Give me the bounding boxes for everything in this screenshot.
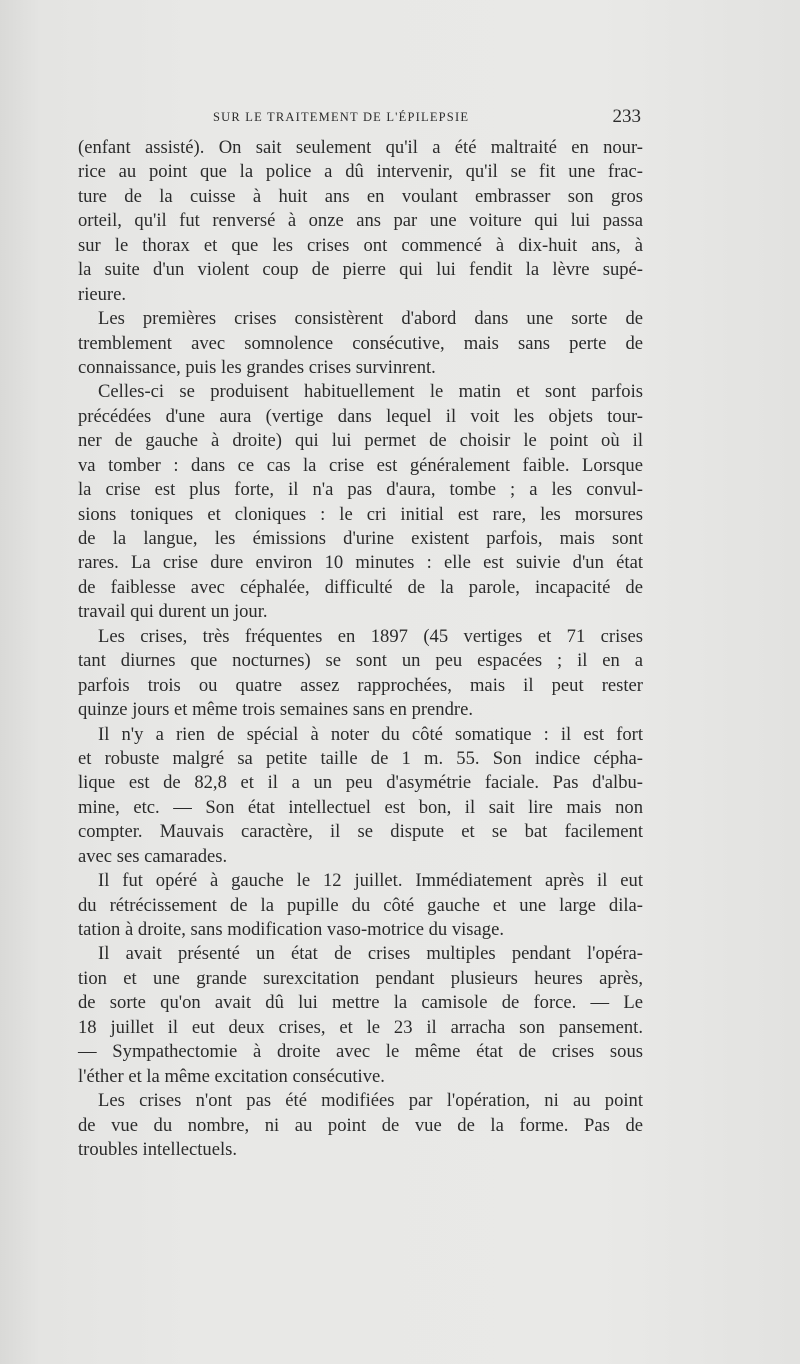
running-title: SUR LE TRAITEMENT DE L'ÉPILEPSIE <box>213 110 470 124</box>
text-line: du rétrécissement de la pupille du côté gauche et une large dila- <box>78 894 643 916</box>
text-line: va tomber : dans ce cas la crise est généralement faible. Lorsque <box>78 454 643 476</box>
text-line: Il fut opéré à gauche le 12 juillet. Immédiatement après il eut <box>98 870 643 892</box>
page-number: 233 <box>612 106 641 127</box>
paragraph <box>78 380 643 624</box>
text-line: la crise est plus forte, il n'a pas d'aura, tombe ; a les convul- <box>78 479 643 501</box>
text-line: avec ses camarades. <box>78 845 228 867</box>
text-line: de sorte qu'on avait dû lui mettre la camisole de force. — Le <box>78 992 643 1014</box>
text-line: et robuste malgré sa petite taille de 1 m. 55. Son indice cépha- <box>78 747 643 769</box>
body-text <box>78 136 643 1162</box>
text-line: Il avait présenté un état de crises multiples pendant l'opéra- <box>98 943 643 965</box>
text-line: mine, etc. — Son état intellectuel est bon, il sait lire mais non <box>78 796 643 818</box>
text-line: tant diurnes que nocturnes) se sont un peu espacées ; il en a <box>78 650 643 672</box>
text-line: travail qui durent un jour. <box>78 601 268 623</box>
text-line: connaissance, puis les grandes crises survinrent. <box>78 356 436 378</box>
paragraph <box>78 307 643 380</box>
text-line: — Sympathectomie à droite avec le même état de crises sous <box>78 1041 643 1063</box>
text-line: troubles intellectuels. <box>78 1138 238 1160</box>
paragraph <box>78 625 643 723</box>
text-line: sur le thorax et que les crises ont commencé à dix-huit ans, à <box>78 234 643 256</box>
paragraph <box>78 136 643 307</box>
text-line: la suite d'un violent coup de pierre qui lui fendit la lèvre supé- <box>78 259 643 281</box>
text-line: rares. La crise dure environ 10 minutes : elle est suivie d'un état <box>78 552 643 574</box>
text-line: de vue du nombre, ni au point de vue de la forme. Pas de <box>78 1114 643 1136</box>
text-line: tion et une grande surexcitation pendant plusieurs heures après, <box>78 967 643 989</box>
paragraph <box>78 869 643 942</box>
text-line: orteil, qu'il fut renversé à onze ans par une voiture qui lui passa <box>78 210 643 232</box>
text-line: de la langue, les émissions d'urine existent parfois, mais sont <box>78 528 643 549</box>
text-line: 18 juillet il eut deux crises, et le 23 il arracha son pansement. <box>78 1016 643 1038</box>
text-line: ture de la cuisse à huit ans en voulant embrasser son gros <box>78 185 643 207</box>
text-line: (enfant assisté). On sait seulement qu'il a été maltraité en nour- <box>78 137 643 158</box>
page-header <box>78 106 643 130</box>
text-line: précédées d'une aura (vertige dans lequel il voit les objets tour- <box>78 405 643 427</box>
text-line: Celles-ci se produisent habituellement le matin et sont parfois <box>98 381 643 403</box>
paragraph <box>78 942 643 1089</box>
text-line: ner de gauche à droite) qui lui permet de choisir le point où il <box>78 430 643 452</box>
paragraph <box>78 723 643 870</box>
text-line: tation à droite, sans modification vaso-motrice du visage. <box>78 919 504 940</box>
text-line: Il n'y a rien de spécial à noter du côté somatique : il est fort <box>98 723 643 745</box>
text-line: Les premières crises consistèrent d'abord dans une sorte de <box>98 308 643 330</box>
text-line: compter. Mauvais caractère, il se dispute et se bat facilement <box>78 821 643 843</box>
text-line: lique est de 82,8 et il a un peu d'asymétrie faciale. Pas d'albu- <box>78 772 643 794</box>
text-line: rieure. <box>78 283 127 305</box>
text-line: parfois trois ou quatre assez rapprochées, mais il peut rester <box>78 674 643 696</box>
text-line: tremblement avec somnolence consécutive, mais sans perte de <box>78 332 643 354</box>
text-line: Les crises n'ont pas été modifiées par l'opération, ni au point <box>98 1090 643 1112</box>
text-line: quinze jours et même trois semaines sans en prendre. <box>78 699 473 721</box>
text-line: sions toniques et cloniques : le cri initial est rare, les morsures <box>78 503 643 525</box>
text-line: rice au point que la police a dû intervenir, qu'il se fit une frac- <box>78 161 643 183</box>
text-line: l'éther et la même excitation consécutive. <box>78 1065 385 1087</box>
paragraph <box>78 1089 643 1162</box>
text-line: Les crises, très fréquentes en 1897 (45 vertiges et 71 crises <box>98 625 643 647</box>
text-line: de faiblesse avec céphalée, difficulté de la parole, incapacité de <box>78 576 643 598</box>
